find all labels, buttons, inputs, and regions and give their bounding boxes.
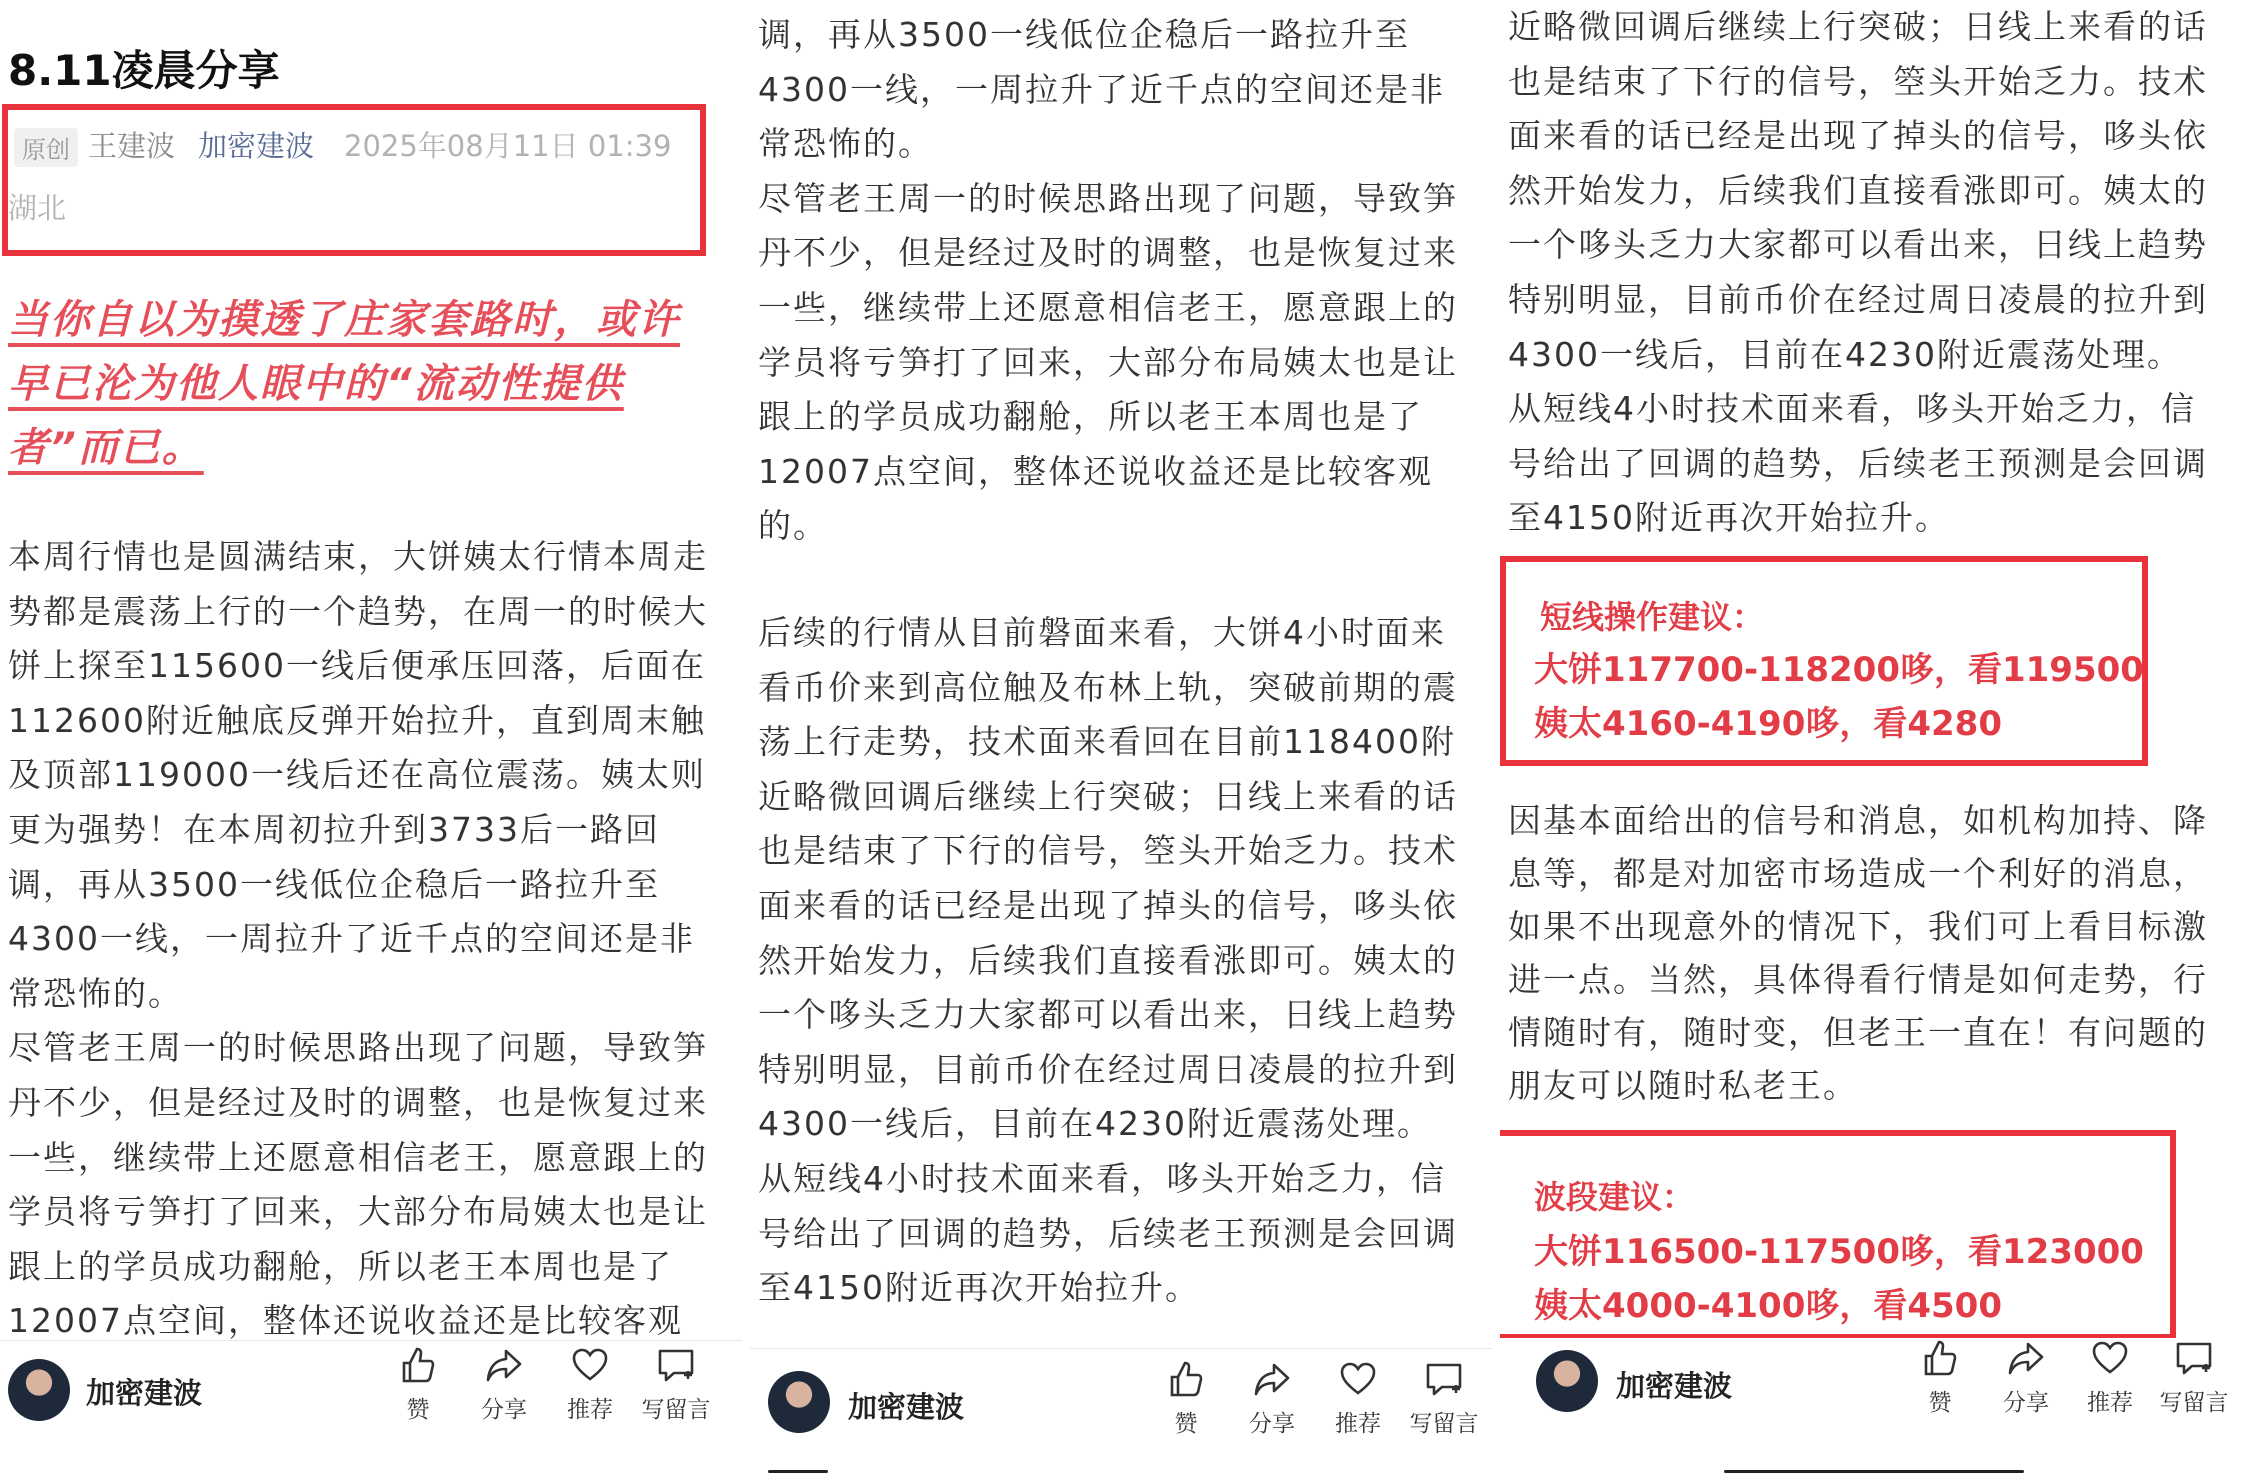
text-line: 4300一线，一周拉升了近千点的空间还是非 [758,69,1445,109]
text-line: 学员将亏笋打了回来，大部分布局姨太也是让 [758,342,1458,382]
like-button[interactable]: 赞 [378,1345,458,1424]
text-line: 也是结束了下行的信号，箜头开始乏力。技术 [1508,61,2208,101]
text-line: 一个哆头乏力大家都可以看出来，日线上趋势 [1508,225,2208,265]
text-line: 如果不出现意外的情况下，我们可上看目标激 [1508,907,2208,946]
text-line: 号给出了回调的趋势，后续老王预测是会回调 [758,1213,1458,1253]
article-title: 8.11凌晨分享 [8,46,280,95]
text-line: 号给出了回调的趋势，后续老王预测是会回调 [1508,443,2208,483]
share-button[interactable]: 分享 [464,1345,544,1424]
text-line: 朋友可以随时私老王。 [1508,1066,1858,1105]
text-line: 面来看的话已经是出现了掉头的信号，哆头依 [1508,116,2208,156]
short-term-advice-eth: 姨太4160-4190哆，看4280 [1534,704,2002,744]
text-line: 一些，继续带上还愿意相信老王，愿意跟上的 [758,288,1458,327]
text-line: 尽管老王周一的时候思路出现了问题，导致笋 [8,1028,708,1068]
comment-icon [656,1345,696,1385]
thumbs-up-icon [1166,1359,1206,1399]
account-name[interactable]: 加密建波 [1616,1369,1733,1403]
text-line: 情随时有，随时变，但老王一直在！有问题的 [1508,1013,2208,1052]
bottom-action-bar [1500,1338,2242,1476]
text-line: 学员将亏笋打了回来，大部分布局姨太也是让 [8,1192,708,1232]
text-line: 更为强势！在本周初拉升到3733后一路回 [8,810,660,849]
short-term-advice-heading: 短线操作建议： [1540,598,1765,636]
account-avatar[interactable] [1536,1350,1598,1412]
thumbs-up-icon [398,1345,438,1385]
bottom-action-bar [750,1348,1492,1476]
text-line: 一个哆头乏力大家都可以看出来，日线上趋势 [758,995,1458,1035]
text-line: 尽管老王周一的时候思路出现了问题，导致笋 [758,178,1458,218]
text-line: 跟上的学员成功翻舱，所以老王本周也是了 [758,397,1423,437]
recommend-button[interactable]: 推荐 [550,1345,630,1424]
publish-date: 2025年08月11日 01:39 [344,129,672,163]
text-line: 进一点。当然，具体得看行情是如何走势，行 [1508,960,2208,999]
text-line: 近略微回调后继续上行突破；日线上来看的话 [758,776,1458,816]
bottom-action-bar [0,1340,742,1476]
text-line: 跟上的学员成功翻舱，所以老王本周也是了 [8,1246,673,1286]
article-panel-3 [1500,0,2242,1476]
share-button[interactable]: 分享 [1986,1338,2066,1417]
text-line: 然开始发力，后续我们直接看涨即可。姨太的 [1508,170,2208,210]
like-button[interactable]: 赞 [1146,1359,1226,1438]
recommend-button[interactable]: 推荐 [2070,1338,2150,1417]
text-line: 4300一线后，目前在4230附近震荡处理。 [1508,334,2182,374]
text-line: 息等，都是对加密市场造成一个利好的消息， [1508,854,2208,893]
text-line: 面来看的话已经是出现了掉头的信号，哆头依 [758,886,1458,925]
article-panel-2 [750,0,1492,1476]
original-tag: 原创 [14,128,78,167]
account-name[interactable]: 加密建波 [86,1376,203,1410]
text-line: 调，再从3500一线低位企稳后一路拉升至 [758,15,1410,54]
share-icon [484,1345,524,1385]
comment-button[interactable]: 写留言 [1404,1359,1484,1438]
text-line: 至4150附近再次开始拉升。 [1508,498,1950,538]
short-term-advice-btc: 大饼117700-118200哆，看119500 [1534,650,2144,690]
recommend-button[interactable]: 推荐 [1318,1359,1398,1438]
text-line: 近略微回调后继续上行突破；日线上来看的话 [1508,7,2208,46]
home-indicator [1724,1470,2024,1473]
location: 湖北 [8,191,67,225]
comment-button[interactable]: 写留言 [2154,1338,2234,1417]
text-line: 丹不少，但是经过及时的调整，也是恢复过来 [758,233,1458,273]
thumbs-up-icon [1920,1338,1960,1378]
comment-icon [1424,1359,1464,1399]
comment-button[interactable]: 写留言 [636,1345,716,1424]
text-line: 然开始发力，后续我们直接看涨即可。姨太的 [758,940,1458,980]
text-line: 丹不少，但是经过及时的调整，也是恢复过来 [8,1083,708,1122]
text-line: 常恐怖的。 [8,973,183,1013]
account-link[interactable]: 加密建波 [198,129,315,163]
text-line: 特别明显，目前币价在经过周日凌晨的拉升到 [1508,280,2208,319]
text-line: 势都是震荡上行的一个趋势，在周一的时候大 [8,591,708,631]
wave-advice-eth: 姨太4000-4100哆，看4500 [1534,1286,2002,1326]
account-name[interactable]: 加密建波 [848,1390,965,1424]
text-line: 的。 [758,506,828,546]
like-button[interactable]: 赞 [1900,1338,1980,1417]
text-line: 从短线4小时技术面来看，哆头开始乏力，信 [758,1159,1446,1198]
wave-advice-btc: 大饼116500-117500哆，看123000 [1534,1232,2144,1272]
highlight-quote: 当你自以为摸透了庄家套路时，或许早已沦为他人眼中的“流动性提供者”而已。 [8,297,680,471]
heart-icon [1338,1359,1378,1399]
heart-icon [2090,1338,2130,1378]
text-line: 112600附近触底反弹开始拉升，直到周末触 [8,700,706,740]
text-line: 及顶部119000一线后还在高位震荡。姨太则 [8,755,706,795]
text-line: 后续的行情从目前磐面来看，大饼4小时面来 [758,613,1446,652]
account-avatar[interactable] [8,1359,70,1421]
text-line: 调，再从3500一线低位企稳后一路拉升至 [8,864,660,904]
text-line: 12007点空间，整体还说收益还是比较客观 [758,451,1433,491]
text-line: 4300一线，一周拉升了近千点的空间还是非 [8,919,695,959]
share-icon [1252,1359,1292,1399]
text-line: 特别明显，目前币价在经过周日凌晨的拉升到 [758,1049,1458,1089]
text-line: 看币价来到高位触及布林上轨，突破前期的震 [758,667,1458,707]
comment-icon [2174,1338,2214,1378]
home-indicator [768,1470,828,1473]
author-name[interactable]: 王建波 [88,129,176,163]
text-line: 也是结束了下行的信号，箜头开始乏力。技术 [758,831,1458,871]
share-button[interactable]: 分享 [1232,1359,1312,1438]
text-line: 4300一线后，目前在4230附近震荡处理。 [758,1104,1432,1144]
text-line: 12007点空间，整体还说收益还是比较客观 [8,1301,683,1341]
text-line: 常恐怖的。 [758,124,933,164]
text-line: 因基本面给出的信号和消息，如机构加持、降 [1508,801,2208,840]
text-line: 至4150附近再次开始拉升。 [758,1268,1200,1308]
text-line: 饼上探至115600一线后便承压回落，后面在 [8,646,706,686]
text-line: 一些，继续带上还愿意相信老王，愿意跟上的 [8,1137,708,1177]
account-avatar[interactable] [768,1371,830,1433]
heart-icon [570,1345,610,1385]
text-line: 从短线4小时技术面来看，哆头开始乏力，信 [1508,389,2196,429]
text-line: 荡上行走势，技术面来看回在目前118400附 [758,722,1456,762]
share-icon [2006,1338,2046,1378]
wave-advice-heading: 波段建议： [1534,1178,1695,1216]
text-line: 本周行情也是圆满结束，大饼姨太行情本周走 [8,537,708,576]
article-panel-1 [0,0,742,1476]
